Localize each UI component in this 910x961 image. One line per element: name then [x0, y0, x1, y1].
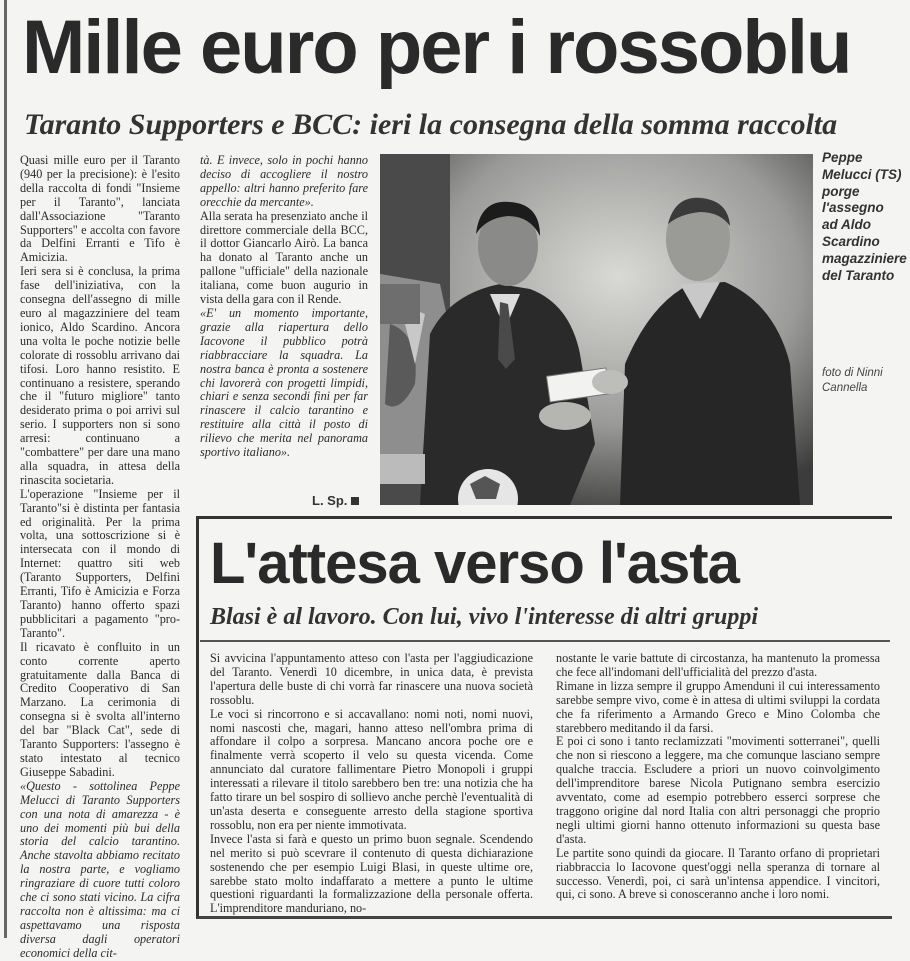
paragraph: Rimane in lizza sempre il gruppo Amenduni il cui interessamento sarebbe sempre vivo, come è in attesa di ultimi sviluppi la cordata che fa riferimento a Armando Greco e Mino Colomba che starebbero meditando il da farsi.: [556, 678, 880, 735]
left-column-rule: [4, 0, 7, 938]
photo-credit: foto di Ninni Cannella: [822, 367, 883, 394]
photo-illustration: [380, 154, 813, 505]
main-headline: Mille euro per i rossoblu: [22, 5, 851, 90]
article1-column-2: [200, 154, 368, 460]
news-photo: [380, 154, 813, 505]
paragraph: L'operazione "Insieme per il Taranto"si è distinta per fantasia ed originalità. Per la prima volta, una sottoscrizione si è intersecata con il mondo di Internet: quattro siti web (Taranto Supporters, Delfini Erranti, Tifo è Amicizia e Forza Taranto) hanno offerto spazi pubblicitari a pagamento "pro-Taranto".: [20, 486, 180, 640]
paragraph: Alla serata ha presenziato anche il direttore commerciale della BCC, il dottor Giancarlo Airò. La banca ha donato al Taranto anche un pallone "ufficiale" della nazionale italiana, come buon augurio in vista della gara con il Rende.: [200, 208, 368, 307]
paragraph: Quasi mille euro per il Taranto (940 per la precisione): è l'esito della raccolta di fondi "Insieme per il Taranto", lanciata dall'Associazione "Taranto Supporters" e accolta con favore da Delfini Erranti e Tifo è Amicizia.: [20, 153, 180, 265]
paragraph-quote: tà. E invece, solo in pochi hanno deciso di accogliere il nostro appello: altri hanno preferito fare orecchie da mercante».: [200, 153, 368, 209]
article1-column-1: [20, 154, 180, 961]
second-headline: L'attesa verso l'asta: [210, 531, 739, 596]
paragraph-quote: «Questo - sottolinea Peppe Melucci di Taranto Supporters con una nota di amarezza - è uno dei momenti più bui della storia del calcio tarantino. Anche stavolta abbiamo recitato la nostra parte, e vogliamo ringraziare di cuore tutti coloro che ci sono stati vicino. La cifra raccolta non è altissima: ma ci aspettavamo una risposta diversa dagli operatori economici della cit-: [20, 778, 180, 960]
main-subheadline: Taranto Supporters e BCC: ieri la consegna della somma raccolta: [24, 108, 838, 141]
second-subheadline: Blasi è al lavoro. Con lui, vivo l'interesse di altri gruppi: [210, 604, 759, 630]
subheadline-rule: [200, 640, 890, 642]
paragraph: E poi ci sono i tanto reclamizzati "movimenti sotterranei", quelli che non si riescono a leggere, ma che comunque lasciano sempre qualche traccia. Escludere a priori un nuovo coinvolgimento dell'imprenditore barese Nicola Putignano sembra esercizio avventato, come ad esempio potrebbero esserci sorprese che traggono origine dal nord Italia con altri personaggi che proprio negli ultimi giorni hanno ottenuto informazioni su questa base d'asta.: [556, 734, 880, 846]
article2-column-2: [556, 652, 880, 902]
paragraph: Le partite sono quindi da giocare. Il Taranto orfano di proprietari riabbraccia lo Iacovone quest'oggi nella speranza di tornare al successo. Venerdì, poi, ci sarà un'intensa appendice. I vincitori, qui, ci sono. A breve si conosceranno anche i loro nomi.: [556, 845, 880, 902]
article1-signature: [312, 493, 359, 508]
paragraph: nostante le varie battute di circostanza, ha mantenuto la promessa che fece all'indomani dell'ufficialità del prezzo d'asta.: [556, 651, 880, 679]
article2-column-1: [210, 652, 533, 916]
paragraph: Si avvicina l'appuntamento atteso con l'asta per l'aggiudicazione del Taranto. Venerdì 10 dicembre, in unica data, è prevista l'apertura delle buste di chi vorrà far rinascere una nuova società rossoblu.: [210, 651, 533, 707]
paragraph: Le voci si rincorrono e si accavallano: nomi noti, nomi nuovi, nomi nascosti che, magari, hanno atteso nell'ombra prima di affondare il colpo a sorpresa. Mancano ancora poche ore e finalmente verrà scoperto il velo su questa vicenda. Come annunciato dal curatore fallimentare Pietro Monopoli i gruppi interessati a rilevare il titolo sarebbero ben tre: una notizia che ha fatto tirare un bel sospiro di sollievo anche perchè l'eventualità di un'asta deserta e conseguente arresto della stagione sportiva rossoblu, non era per niente immotivata.: [210, 706, 533, 832]
paragraph: Il ricavato è confluito in un conto corrente aperto gratuitamente dalla Banca di Credito Cooperativo di San Marzano. La cerimonia di consegna si è svolta all'interno del bar "Black Cat", sede di Taranto Supporters: l'assegno è stato intestato al tecnico Giuseppe Sabadini.: [20, 639, 180, 779]
paragraph: Invece l'asta si farà e questo un primo buon segnale. Scendendo nel merito si può scevrare il contenuto di questa dichiarazione sostenendo che per esempio Luigi Blasi, in queste ultime ore, sarebbe stato molto indaffarato a mettere a punto le ultime questioni riguardanti la formalizzazione della personale offerta. L'imprenditore manduriano, no-: [210, 831, 533, 916]
photo-caption: Peppe Melucci (TS) porge l'assegno ad Aldo Scardino magazziniere del Taranto: [822, 150, 907, 283]
signature-text: L. Sp.: [312, 493, 348, 508]
end-square-icon: [351, 497, 359, 505]
paragraph-quote: «E' un momento importante, grazie alla riapertura dello Iacovone il pubblico potrà riabbracciare la squadra. La nostra banca è pronta a sostenere chi lavorerà con progetti limpidi, chiari e senza secondi fini per far rinascere il calcio tarantino e restituire alla città il posto di rilievo che merita nel panorama sportivo italiano».: [200, 305, 368, 460]
paragraph: Ieri sera si è conclusa, la prima fase dell'iniziativa, con la consegna dell'assegno di mille euro al magazziniere del team ionico, Aldo Scardino. Ancora una volta le poche notizie belle colorate di rossoblu arrivano dai tifosi. Loro hanno resistito. E continuano a resistere, sperando che il "futuro migliore" tanto desiderato prima o poi arrivi sul serio. I supporters non si sono arresi: continuano a "combattere" per dare una mano alla squadra, in attesa della rinascita societaria.: [20, 264, 180, 487]
